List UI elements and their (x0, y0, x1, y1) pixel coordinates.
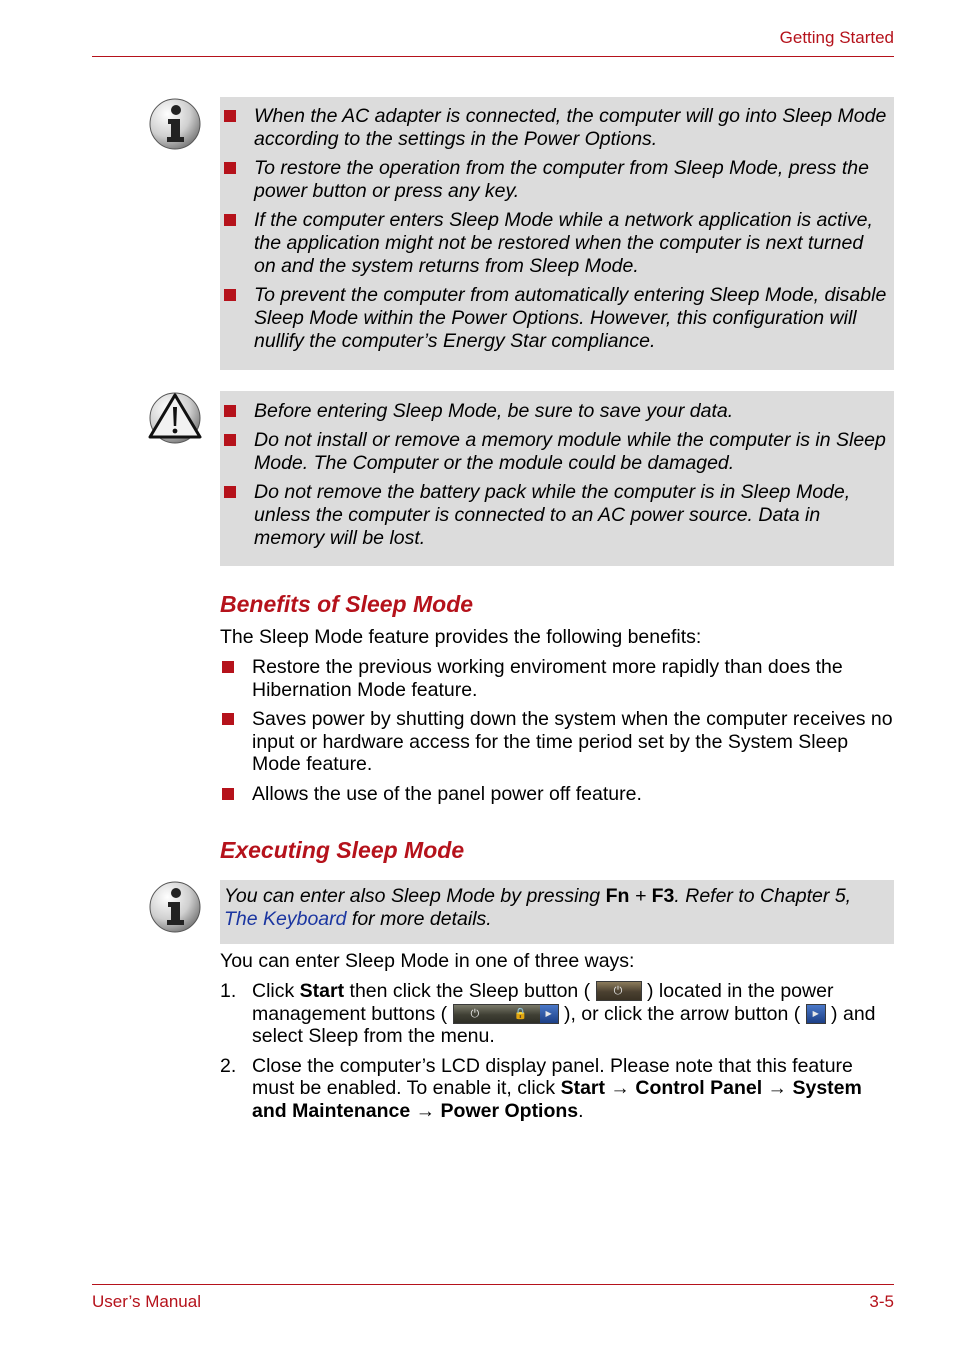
key-fn: Fn (605, 885, 630, 907)
play-arrow-icon: ▶ (812, 1008, 819, 1018)
caution-item: Do not remove the battery pack while the computer is in Sleep Mode, unless the computer is connected to an AC power source. Data in memory will be lost. (220, 481, 888, 550)
executing-heading: Executing Sleep Mode (220, 837, 465, 863)
sleep-button-image (596, 981, 642, 1001)
arrow-button-image (806, 1004, 826, 1024)
caution-note-sleep (220, 391, 894, 566)
bullet-square-icon (224, 110, 236, 122)
note-item: If the computer enters Sleep Mode while a network application is active, the application might not be restored when the computer is next turned on and the system returns from Sleep Mode. (220, 209, 888, 278)
page-number: 3-5 (869, 1292, 894, 1311)
power-icon: ⏻ (613, 985, 623, 997)
bullet-square-icon (224, 214, 236, 226)
caution-item: Do not install or remove a memory module while the computer is in Sleep Mode. The Computer or the module could be damaged. (220, 429, 888, 475)
running-header: Getting Started (779, 28, 894, 47)
benefits-heading: Benefits of Sleep Mode (220, 591, 474, 617)
bullet-square-icon (224, 162, 236, 174)
list-item: 2. Close the computer’s LCD display panel. Please note that this feature must be enabled. To enable it, click Start → Control Panel → System and Maintenance → Power Options. (220, 1054, 862, 1122)
steps-list (220, 980, 894, 1129)
note-item: To prevent the computer from automatically entering Sleep Mode, disable Sleep Mode within the Power Options. However, this configuration will nullify the computer’s Energy Star compliance. (220, 284, 888, 353)
power-icon: ⏻ (470, 1007, 480, 1020)
caution-item: Before entering Sleep Mode, be sure to save your data. (220, 400, 888, 423)
list-item: Restore the previous working enviroment more rapidly than does the Hibernation Mode feature. (220, 656, 894, 701)
info-note-sleep (220, 97, 894, 370)
benefits-list (220, 656, 894, 812)
bullet-square-icon (224, 289, 236, 301)
footer-manual-title: User’s Manual (92, 1292, 201, 1311)
list-item: Allows the use of the panel power off feature. (220, 783, 894, 806)
benefits-intro: The Sleep Mode feature provides the following benefits: (220, 626, 702, 648)
arrow-segment (540, 1005, 558, 1023)
note-item: When the AC adapter is connected, the computer will go into Sleep Mode according to the settings in the Power Options. (220, 105, 888, 151)
warning-icon (148, 391, 202, 445)
bullet-square-icon (222, 713, 234, 725)
play-arrow-icon: ▶ (545, 1008, 552, 1018)
note-item: To restore the operation from the computer from Sleep Mode, press the power button or press any key. (220, 157, 888, 203)
power-management-buttons-image (453, 1004, 559, 1024)
bullet-square-icon (224, 486, 236, 498)
bullet-square-icon (224, 405, 236, 417)
keyboard-chapter-link[interactable]: The Keyboard (224, 908, 347, 930)
info-icon (148, 97, 202, 151)
list-item: Saves power by shutting down the system when the computer receives no input or hardware access for the time period set by the System Sleep Mode feature. (220, 708, 894, 776)
executing-intro: You can enter Sleep Mode in one of three ways: (220, 950, 635, 972)
info-icon (148, 880, 202, 934)
list-item: 1. Click Start then click the Sleep button ( ⏻ ) located in the power management buttons ( ⏻ 🔒 ▶ ), or click the arrow button ( ▶ ) and select Sleep from the menu. (220, 980, 876, 1047)
bullet-square-icon (222, 661, 234, 673)
key-f3: F3 (651, 885, 675, 907)
bullet-square-icon (222, 788, 234, 800)
lock-icon: 🔒 (513, 1007, 528, 1020)
info-note-shortcut: You can enter also Sleep Mode by pressing Fn + F3. Refer to Chapter 5, The Keyboard for more details. (220, 880, 894, 944)
header-rule (92, 56, 894, 57)
bullet-square-icon (224, 434, 236, 446)
footer-rule (92, 1284, 894, 1285)
